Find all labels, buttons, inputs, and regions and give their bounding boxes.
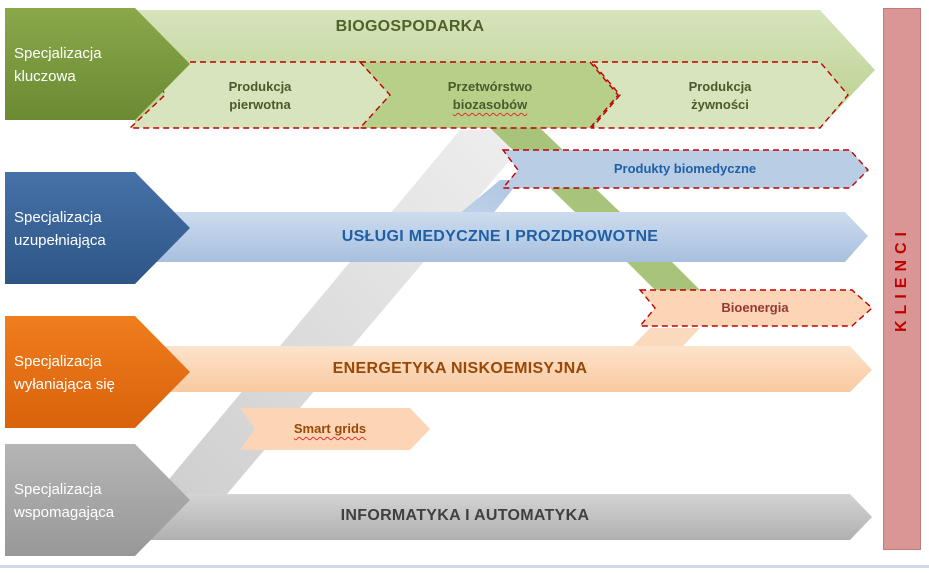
- diagonal-connector-green-3: [625, 260, 700, 290]
- spec-complementary-line1: Specjalizacja: [14, 209, 102, 226]
- bioenergy-label: Bioenergia: [721, 300, 789, 316]
- spec-emerging-label: [14, 350, 115, 397]
- spec-key-line2: kluczowa: [14, 68, 76, 86]
- clients-label: KLIENCI: [893, 226, 910, 332]
- clients-bar: [883, 8, 921, 550]
- band-energy-title: ENERGETYKA NISKOEMISYJNA: [332, 360, 588, 378]
- band-it-title: INFORMATYKA I AUTOMATYKA: [340, 507, 590, 525]
- chevron-primary-line2: pierwotna: [229, 97, 291, 112]
- smartgrids-text: Smart grids: [293, 421, 367, 437]
- spec-emerging-line2: wyłaniająca się: [14, 376, 115, 394]
- bottom-divider: [0, 565, 929, 568]
- chevron-food-line2: żywności: [691, 97, 749, 112]
- spec-key-line1: Specjalizacja: [14, 45, 102, 62]
- chevron-food-label: [650, 74, 790, 118]
- diagonal-connector-grey: [160, 130, 510, 520]
- spec-supporting-line2: wspomagająca: [14, 504, 115, 522]
- spec-supporting-line1: Specjalizacja: [14, 481, 102, 498]
- chevron-processing-line2: biozasobów: [452, 97, 528, 112]
- spec-complementary-label: [14, 206, 106, 253]
- diagonal-connector-green-2: [550, 188, 620, 212]
- band-bio-title: BIOGOSPODARKA: [335, 18, 485, 36]
- spec-emerging-line1: Specjalizacja: [14, 353, 102, 370]
- band-med-title: USŁUGI MEDYCZNE I PROZDROWOTNE: [341, 228, 659, 246]
- chevron-processing-line1: Przetwórstwo: [447, 79, 533, 95]
- chevron-primary-line1: Produkcja: [228, 79, 292, 95]
- spec-complementary-line2: uzupełniająca: [14, 232, 106, 250]
- chevron-primary-label: [190, 74, 330, 118]
- smartgrids-label: [270, 418, 390, 440]
- spec-supporting-label: [14, 478, 114, 525]
- biomed-label: Produkty biomedyczne: [613, 161, 757, 177]
- spec-key-label: [14, 42, 102, 89]
- chevron-food-line1: Produkcja: [688, 79, 752, 95]
- chevron-processing-label: [420, 74, 560, 118]
